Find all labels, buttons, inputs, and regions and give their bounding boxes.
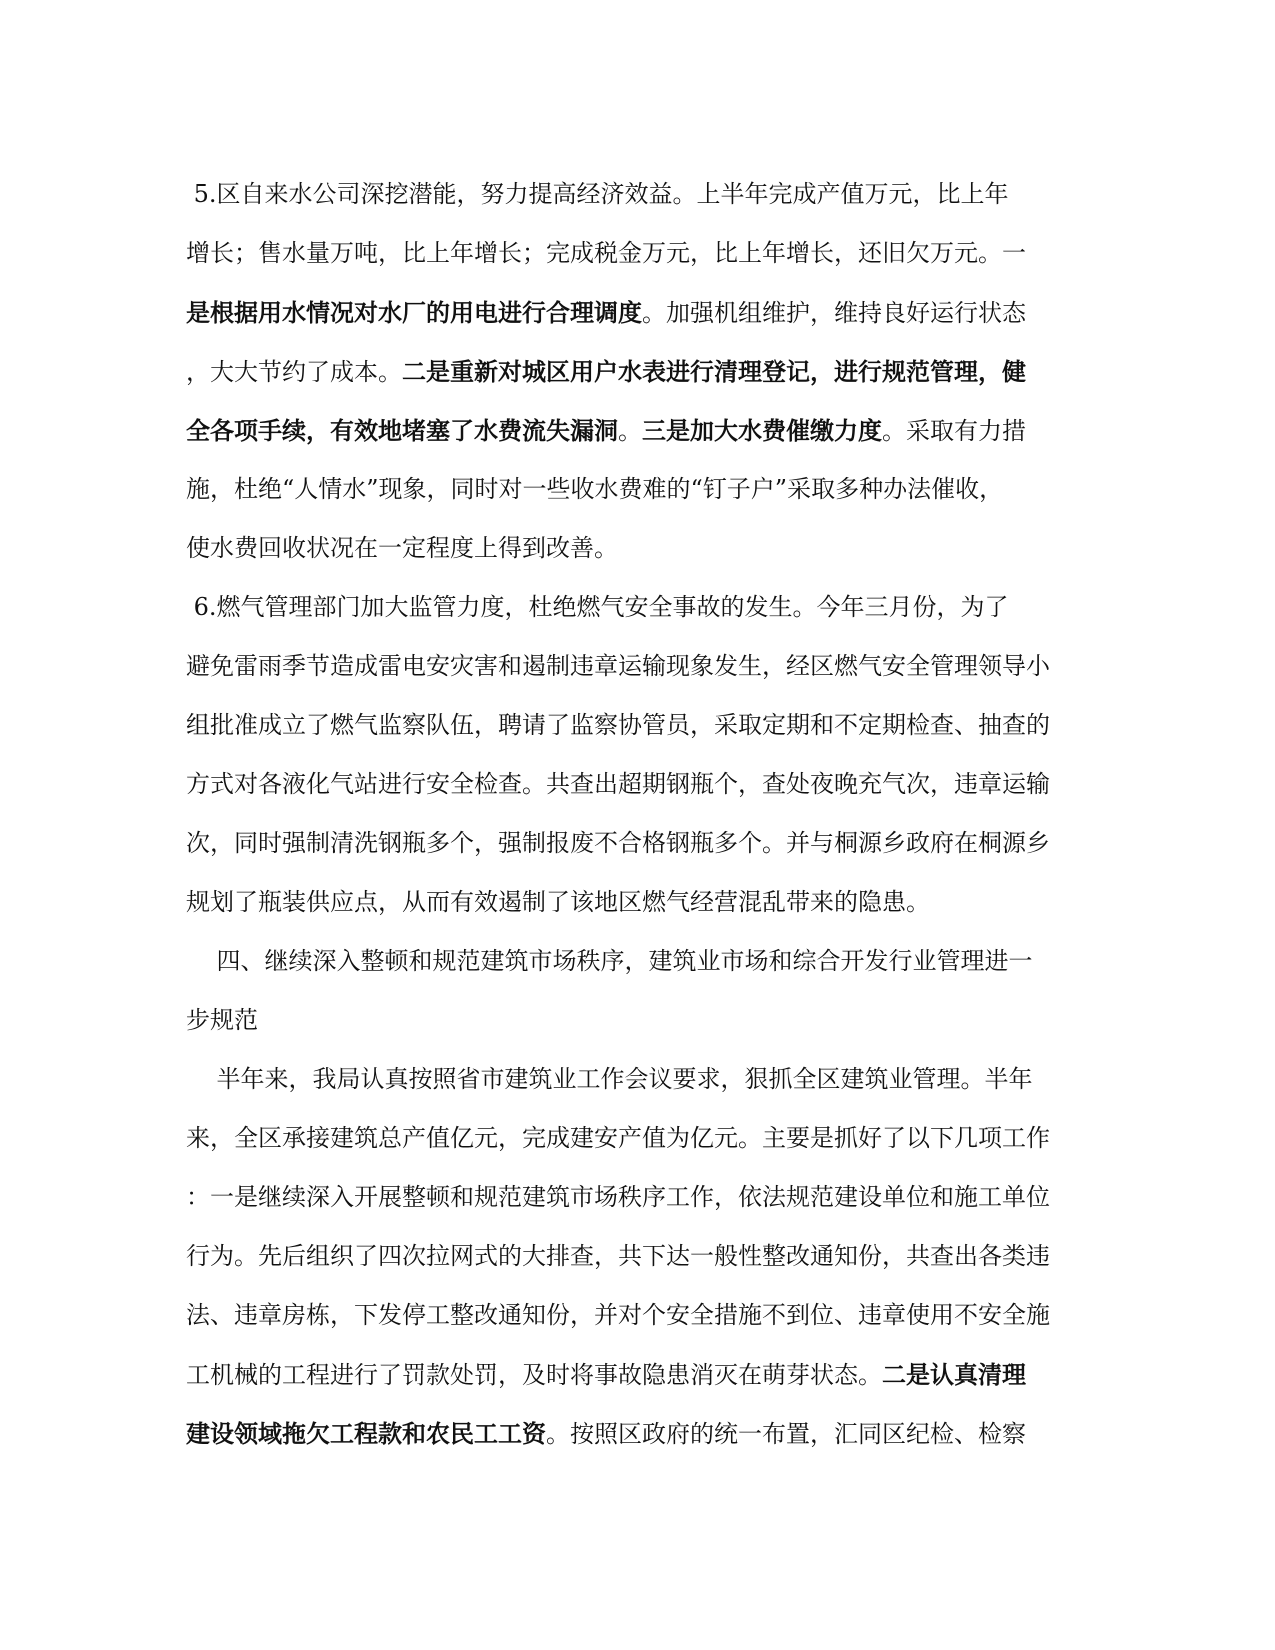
text-run: 。按照区政府的统一布置，汇同区纪检、检察: [546, 1420, 1026, 1448]
text-run: 四、继续深入整顿和规范建筑市场秩序，建筑业市场和综合开发行业管理进一: [186, 947, 1033, 975]
text-run: 工机械的工程进行了罚款处罚，及时将事故隐患消灭在萌芽状态。: [186, 1361, 882, 1389]
text-run: 方式对各液化气站进行安全检查。共查出超期钢瓶个，查处夜晚充气次，违章运输: [186, 770, 1050, 798]
text-line: [186, 755, 1083, 814]
text-line: [186, 814, 1083, 873]
text-line: [186, 224, 1083, 283]
text-run: 。采取有力措: [882, 417, 1026, 445]
text-run: 避免雷雨季节造成雷电安灾害和遏制违章运输现象发生，经区燃气安全管理领导小: [186, 652, 1050, 680]
text-run: 增长；售水量万吨，比上年增长；完成税金万元，比上年增长，还旧欠万元。一: [186, 239, 1026, 267]
text-line: [186, 637, 1083, 696]
bold-text-run: 二是认真清理: [882, 1360, 1026, 1389]
text-run: 规划了瓶装供应点，从而有效遏制了该地区燃气经营混乱带来的隐患。: [186, 888, 930, 916]
text-line: [186, 460, 1083, 519]
text-run: ：一是继续深入开展整顿和规范建筑市场秩序工作，依法规范建设单位和施工单位: [186, 1183, 1050, 1211]
text-line: [186, 1404, 1083, 1463]
text-run: 步规范: [186, 1006, 258, 1034]
text-run: 施，杜绝“人情水”现象，同时对一些收水费难的“钉子户”采取多种办法催收，: [186, 475, 1004, 503]
text-run: 6.燃气管理部门加大监管力度，杜绝燃气安全事故的发生。今年三月份，为了: [186, 593, 1009, 621]
text-run: 组批准成立了燃气监察队伍，聘请了监察协管员，采取定期和不定期检查、抽查的: [186, 711, 1050, 739]
bold-text-run: 三是加大水费催缴力度: [642, 416, 882, 445]
text-line: [186, 283, 1083, 342]
bold-text-run: 全各项手续，有效地堵塞了水费流失漏洞: [186, 416, 618, 445]
text-run: 半年来，我局认真按照省市建筑业工作会议要求，狠抓全区建筑业管理。半年: [186, 1065, 1033, 1093]
text-line: [186, 991, 1083, 1050]
text-line: [186, 1286, 1083, 1345]
text-line: [186, 519, 1083, 578]
text-line: [186, 401, 1083, 460]
text-run: 5.区自来水公司深挖潜能，努力提高经济效益。上半年完成产值万元，比上年: [186, 180, 1009, 208]
bold-text-run: 建设领域拖欠工程款和农民工工资: [186, 1419, 546, 1448]
text-line: [186, 165, 1083, 224]
bold-text-run: 是根据用水情况对水厂的用电进行合理调度: [186, 298, 642, 327]
text-run: 使水费回收状况在一定程度上得到改善。: [186, 534, 618, 562]
text-line: [186, 696, 1083, 755]
text-run: 次，同时强制清洗钢瓶多个，强制报废不合格钢瓶多个。并与桐源乡政府在桐源乡: [186, 829, 1050, 857]
text-line: [186, 1227, 1083, 1286]
text-line: [186, 578, 1083, 637]
text-line: [186, 1168, 1083, 1227]
document-body: [186, 165, 1083, 1463]
text-line: [186, 1109, 1083, 1168]
text-line: [186, 873, 1083, 932]
text-line: [186, 932, 1083, 991]
text-run: 。: [618, 417, 642, 445]
text-line: [186, 1050, 1083, 1109]
text-run: ，大大节约了成本。: [186, 358, 402, 386]
text-run: 行为。先后组织了四次拉网式的大排查，共下达一般性整改通知份，共查出各类违: [186, 1242, 1050, 1270]
text-line: [186, 342, 1083, 401]
text-run: 法、违章房栋，下发停工整改通知份，并对个安全措施不到位、违章使用不安全施: [186, 1301, 1050, 1329]
text-run: 。加强机组维护，维持良好运行状态: [642, 299, 1026, 327]
bold-text-run: 二是重新对城区用户水表进行清理登记，进行规范管理，健: [402, 357, 1026, 386]
text-run: 来，全区承接建筑总产值亿元，完成建安产值为亿元。主要是抓好了以下几项工作: [186, 1124, 1050, 1152]
text-line: [186, 1345, 1083, 1404]
